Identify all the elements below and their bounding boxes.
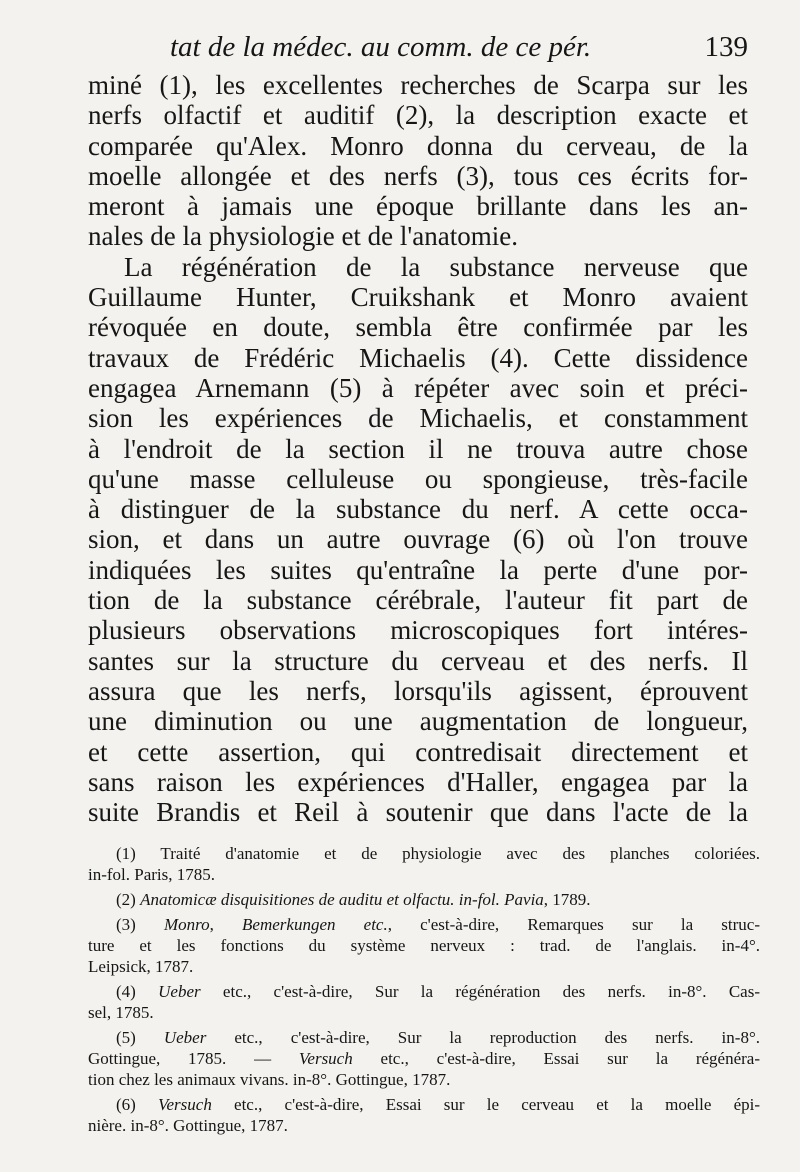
running-head: tat de la médec. au comm. de ce pér. [170, 31, 592, 63]
body-line: sion les expériences de Michaelis, et constamment [88, 403, 748, 434]
body-line: La régénération de la substance nerveuse que [124, 251, 748, 282]
body-line: santes sur la structure du cerveau et des nerfs. Il [88, 645, 748, 676]
footnote-title: Ueber [158, 982, 201, 1001]
footnote-number: (4) [116, 982, 136, 1001]
footnote-4-line [88, 981, 760, 1002]
body-line: moelle allongée et des nerfs (3), tous ces écrits for- [88, 160, 748, 191]
footnote-3-line [88, 914, 760, 935]
footnote-title: Anatomicæ disquisitiones de auditu et olfactu. in-fol. Pavia [140, 890, 544, 909]
footnote-text: Gottingue, 1785. — [88, 1049, 299, 1068]
body-line: qu'une masse celluleuse ou spongieuse, très-facile [88, 463, 748, 494]
footnote-text: etc., c'est-à-dire, Essai sur le cerveau et la moelle épi- [211, 1095, 761, 1114]
footnote-3-line: ture et les fonctions du système nerveux : trad. de l'anglais. in-4°. [88, 936, 760, 955]
footnote-number: (2) [116, 890, 136, 909]
footnote-text: , 1789. [543, 890, 591, 909]
body-line: miné (1), les excellentes recherches de Scarpa sur les [88, 70, 748, 100]
footnote-title: Ueber [163, 1028, 207, 1047]
footnote-number: (3) [116, 915, 136, 934]
body-line: assura que les nerfs, lorsqu'ils agissent, éprouvent [88, 675, 748, 706]
footnote-text: etc., c'est-à-dire, Sur la reproduction des nerfs. in-8°. [206, 1028, 760, 1047]
footnote-number: (6) [116, 1095, 136, 1114]
body-line: plusieurs observations microscopiques fort intéres- [88, 615, 748, 646]
footnote-6-line [88, 1094, 760, 1115]
footnote-3-line: Leipsick, 1787. [88, 957, 194, 976]
footnote-title: Versuch [298, 1049, 353, 1068]
footnote-2 [88, 889, 760, 910]
body-line: une diminution ou une augmentation de longueur, [88, 706, 748, 737]
footnote-4-line: sel, 1785. [88, 1003, 154, 1022]
footnote-text: etc., c'est-à-dire, Essai sur la régénéra- [352, 1049, 760, 1068]
footnote-title: Versuch [158, 1095, 212, 1114]
footnote-number: (5) [116, 1028, 136, 1047]
footnote-text: , c'est-à-dire, Remarques sur la struc- [387, 915, 761, 934]
body-line: révoquée en doute, sembla être confirmée par les [88, 312, 748, 343]
footnote-6-line: nière. in-8°. Gottingue, 1787. [88, 1116, 288, 1135]
body-line: nales de la physiologie et de l'anatomie. [88, 221, 518, 252]
body-line: nerfs olfactif et auditif (2), la description exacte et [88, 100, 748, 131]
footnote-title: Bemerkungen etc. [242, 915, 388, 934]
body-line: à l'endroit de la section il ne trouva autre chose [88, 433, 748, 464]
body-line: et cette assertion, qui contredisait directement et [88, 736, 748, 767]
footnote-text: etc., c'est-à-dire, Sur la régénération des nerfs. in-8°. Cas- [200, 982, 761, 1001]
body-line: comparée qu'Alex. Monro donna du cerveau, de la [88, 130, 748, 161]
body-line: meront à jamais une époque brillante dans les an- [88, 191, 748, 222]
body-text [88, 70, 748, 827]
footnote-5-line [88, 1048, 760, 1069]
page-header [170, 30, 748, 70]
body-line: à distinguer de la substance du nerf. A cette occa- [88, 494, 748, 525]
body-line: Guillaume Hunter, Cruikshank et Monro avaient [88, 282, 748, 313]
footnotes [88, 843, 760, 1136]
footnote-5-line [88, 1027, 760, 1048]
footnote-5-line: tion chez les animaux vivans. in-8°. Gottingue, 1787. [88, 1070, 451, 1089]
body-line: suite Brandis et Reil à soutenir que dans l'acte de la [88, 797, 748, 828]
footnote-author: Monro [163, 915, 210, 934]
body-line: indiquées les suites qu'entraîne la perte d'une por- [88, 554, 748, 585]
body-line: travaux de Frédéric Michaelis (4). Cette dissidence [88, 342, 748, 373]
footnote-separator: , [209, 915, 243, 934]
body-line: engagea Arnemann (5) à répéter avec soin et préci- [88, 372, 748, 403]
page-number: 139 [704, 31, 748, 63]
footnote-1-line: (1) Traité d'anatomie et de physiologie avec des planches coloriées. [116, 844, 760, 863]
body-line: sans raison les expériences d'Haller, engagea par la [88, 766, 748, 797]
footnote-1-line: in-fol. Paris, 1785. [88, 865, 216, 884]
body-line: sion, et dans un autre ouvrage (6) où l'on trouve [88, 524, 748, 555]
body-line: tion de la substance cérébrale, l'auteur fit part de [88, 585, 748, 616]
